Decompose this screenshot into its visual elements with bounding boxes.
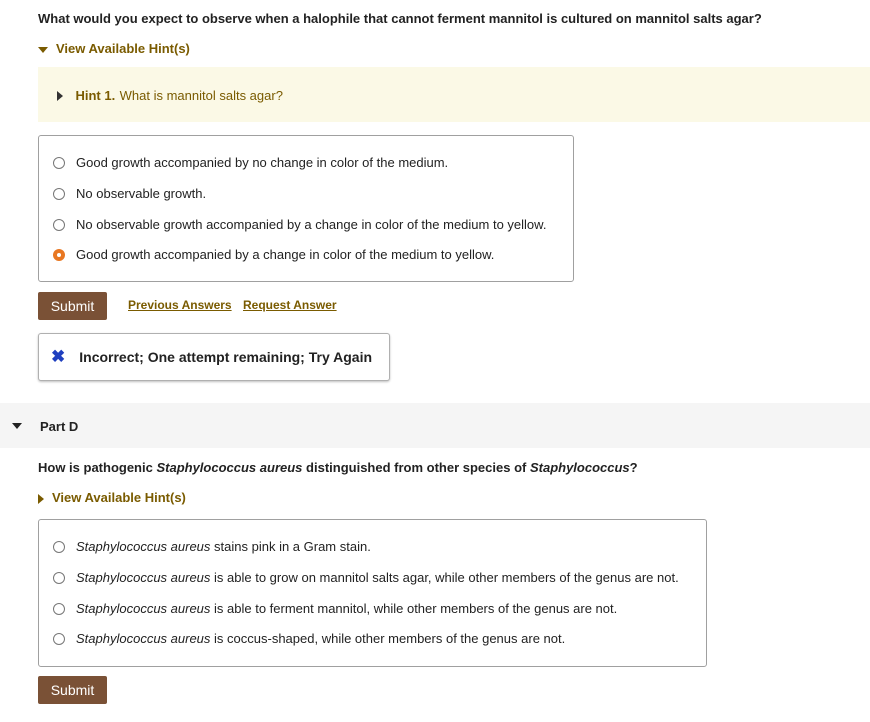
feedback-text: Incorrect; One attempt remaining; Try Again	[79, 349, 373, 365]
choice-option[interactable]	[53, 570, 679, 585]
request-answer-link[interactable]: Request Answer	[243, 298, 337, 312]
question-species: Staphylococcus aureus	[156, 460, 303, 475]
radio-icon[interactable]	[53, 603, 65, 615]
choice-option[interactable]	[53, 601, 617, 616]
part-c-choices	[38, 135, 574, 282]
part-d-title: Part D	[40, 419, 79, 434]
radio-icon[interactable]	[53, 572, 65, 584]
choice-label: is coccus-shaped, while other members of the genus are not.	[210, 631, 566, 646]
radio-icon[interactable]	[53, 157, 65, 169]
choice-label: Good growth accompanied by a change in color of the medium to yellow.	[76, 247, 495, 262]
radio-icon[interactable]	[53, 633, 65, 645]
choice-option-selected[interactable]	[53, 247, 494, 262]
hints-toggle-label: View Available Hint(s)	[56, 41, 190, 56]
radio-icon[interactable]	[53, 188, 65, 200]
hints-toggle-label: View Available Hint(s)	[52, 490, 186, 505]
choice-label: No observable growth.	[76, 186, 207, 201]
chevron-down-icon	[12, 423, 22, 429]
part-d-hints-toggle[interactable]	[38, 490, 186, 505]
choice-option[interactable]	[53, 155, 448, 170]
hint-1-label: Hint 1.	[75, 88, 116, 103]
radio-icon[interactable]	[53, 219, 65, 231]
choice-label: is able to grow on mannitol salts agar, while other members of the genus are not.	[210, 570, 679, 585]
chevron-down-icon	[38, 47, 48, 53]
choice-option[interactable]	[53, 186, 206, 201]
species-name: Staphylococcus aureus	[76, 539, 211, 554]
feedback-box	[38, 333, 390, 381]
part-c-submit-button[interactable]: Submit	[38, 292, 107, 320]
species-name: Staphylococcus aureus	[76, 570, 211, 585]
choice-label: Good growth accompanied by no change in color of the medium.	[76, 155, 449, 170]
part-d-header[interactable]	[0, 403, 870, 448]
choice-option[interactable]	[53, 631, 565, 646]
question-mark: ?	[629, 460, 638, 475]
choice-option[interactable]	[53, 539, 371, 554]
part-d-question	[38, 460, 638, 475]
close-x-icon: ✖	[51, 347, 66, 366]
part-c-question: What would you expect to observe when a halophile that cannot ferment mannitol is cultured on mannitol salts agar?	[38, 11, 762, 26]
question-text: How is pathogenic	[38, 460, 157, 475]
species-name: Staphylococcus aureus	[76, 601, 211, 616]
hint-1-text: What is mannitol salts agar?	[119, 88, 283, 103]
part-d-submit-button[interactable]: Submit	[38, 676, 107, 704]
question-text: distinguished from other species of	[302, 460, 530, 475]
choice-option[interactable]	[53, 217, 546, 232]
chevron-right-icon	[38, 494, 44, 504]
species-name: Staphylococcus aureus	[76, 631, 211, 646]
choice-label: is able to ferment mannitol, while other members of the genus are not.	[210, 601, 618, 616]
part-c-hints-toggle[interactable]	[38, 41, 190, 56]
choice-label: No observable growth accompanied by a change in color of the medium to yellow.	[76, 217, 547, 232]
hint-1-bar[interactable]	[38, 67, 870, 122]
previous-answers-link[interactable]: Previous Answers	[128, 298, 232, 312]
radio-icon[interactable]	[53, 541, 65, 553]
chevron-right-icon	[57, 91, 63, 101]
choice-label: stains pink in a Gram stain.	[210, 539, 371, 554]
radio-selected-icon[interactable]	[53, 249, 65, 261]
question-genus: Staphylococcus	[529, 460, 630, 475]
part-d-choices	[38, 519, 707, 667]
